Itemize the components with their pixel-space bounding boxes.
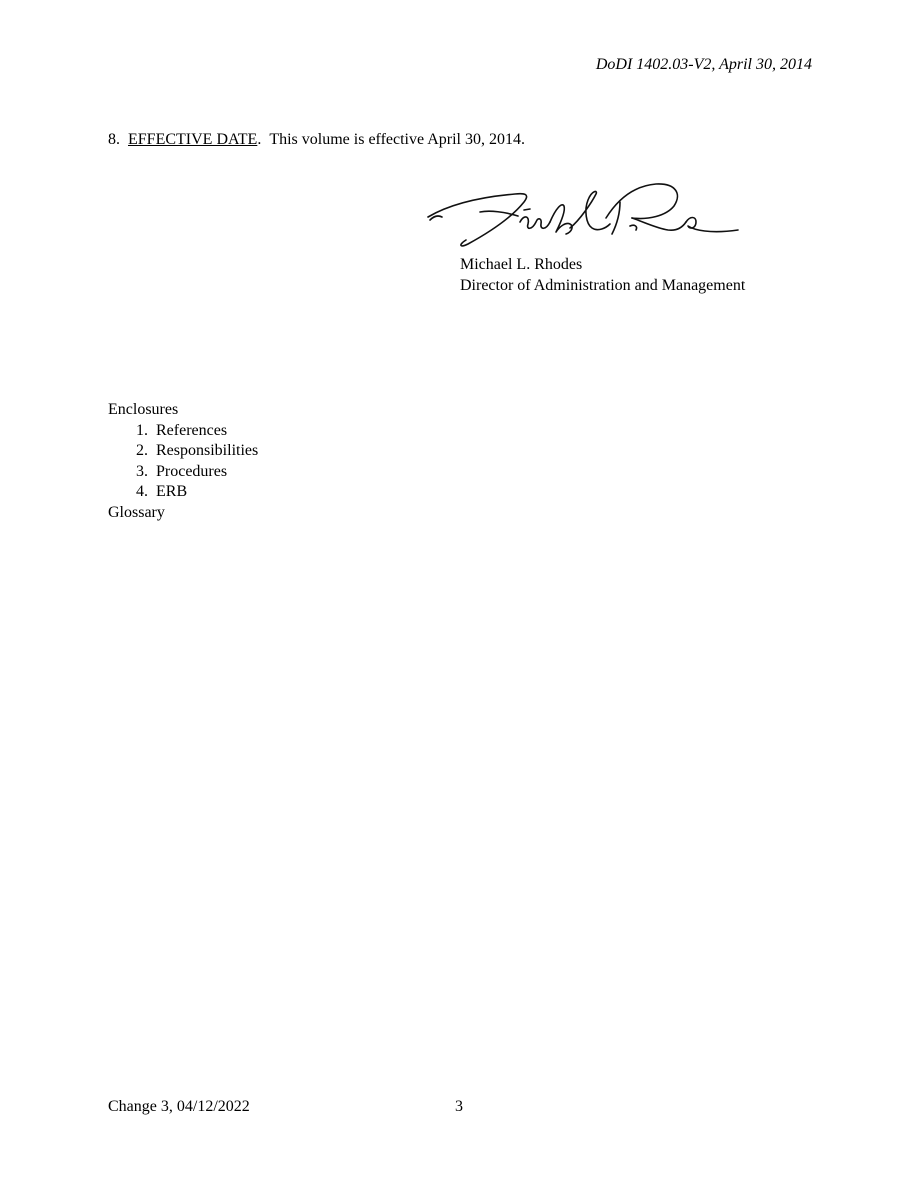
page-number: 3: [455, 1098, 463, 1115]
glossary-label: Glossary: [108, 503, 165, 521]
signature-block: [460, 255, 745, 296]
enclosure-item: 4. ERB: [136, 483, 188, 500]
document-citation: DoDI 1402.03-V2, April 30, 2014: [595, 56, 812, 73]
enclosure-item: 1. References: [136, 421, 228, 439]
footer-change: Change 3, 04/12/2022: [108, 1098, 250, 1115]
signer-title: Director of Administration and Management: [460, 276, 746, 294]
enclosures-list: [108, 421, 258, 503]
enclosure-item: 3. Procedures: [136, 462, 228, 480]
section-text: This volume is effective April 30, 2014.: [269, 131, 525, 148]
document-header: [596, 55, 812, 76]
section-number: 8.: [108, 131, 120, 148]
effective-date-section: 8. EFFECTIVE DATE. This volume is effective April 30, 2014.: [108, 131, 525, 148]
handwritten-signature: [420, 172, 750, 257]
enclosure-item: 2. Responsibilities: [136, 442, 259, 459]
section-heading: EFFECTIVE DATE: [128, 131, 258, 148]
signer-name: Michael L. Rhodes: [460, 256, 583, 273]
enclosures-heading: Enclosures: [108, 401, 179, 418]
enclosures-section: [108, 400, 258, 523]
